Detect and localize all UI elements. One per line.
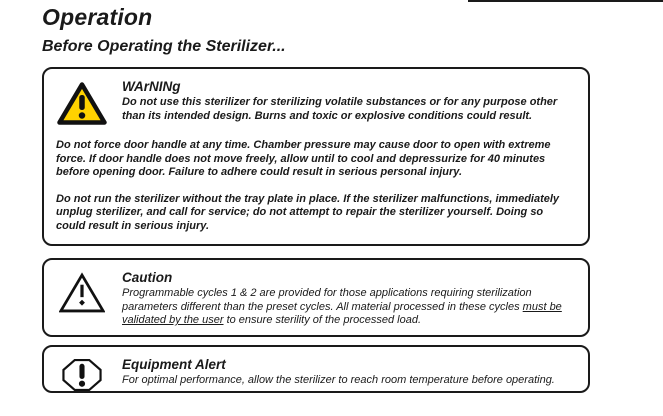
caution-head-row	[56, 270, 576, 328]
page-title: Operation	[42, 4, 153, 30]
warning-box	[42, 67, 590, 246]
caution-box	[42, 258, 590, 337]
caution-body-before: Programmable cycles 1 & 2 are provided for those applications requiring sterilization parameters different than the preset cycles. All material processed in these cycles	[122, 287, 532, 313]
equipment-alert-octagon-icon-svg	[62, 358, 102, 392]
equipment-heading: Equipment Alert	[122, 357, 226, 372]
warning-text-block	[122, 79, 576, 123]
caution-text-block	[122, 270, 576, 328]
warning-intro: Do not use this sterilizer for sterilizing volatile substances or for any purpose other than its intended design. Burns and toxic or explosive conditions could result.	[122, 96, 558, 122]
equipment-alert-octagon-icon	[56, 357, 108, 392]
caution-heading: Caution	[122, 270, 173, 285]
warning-triangle-icon-svg	[57, 81, 107, 126]
equipment-head-row	[56, 357, 576, 392]
warning-paragraph: Do not force door handle at any time. Chamber pressure may cause door to open with extreme force. If door handle does not move freely, allow until to cool and depressurize for 40 minutes before opening door. Failure to adhere could result in serious personal injury.	[56, 139, 551, 178]
warning-head-row	[56, 79, 576, 126]
page-subtitle: Before Operating the Sterilizer...	[42, 38, 286, 55]
top-rule	[468, 0, 663, 2]
warning-heading: WArNINg	[122, 79, 181, 94]
warning-paragraph: Do not run the sterilizer without the tray plate in place. If the sterilizer malfunctions, immediately unplug sterilizer, and call for service; do not attempt to repair the sterilizer yourself. Doing so could result in serious injury.	[56, 192, 560, 232]
equipment-text-block	[122, 357, 576, 388]
caution-triangle-icon	[56, 270, 108, 314]
caution-body-after: to ensure sterility of the processed load.	[223, 314, 422, 326]
caution-body	[122, 287, 576, 328]
equipment-alert-box	[42, 345, 590, 393]
equipment-body: For optimal performance, allow the sterilizer to reach room temperature before operating.	[122, 374, 555, 386]
warning-triangle-icon	[56, 79, 108, 126]
caution-triangle-icon-svg	[59, 272, 105, 314]
caution-body-underlined: must be validated by the user	[122, 300, 562, 326]
